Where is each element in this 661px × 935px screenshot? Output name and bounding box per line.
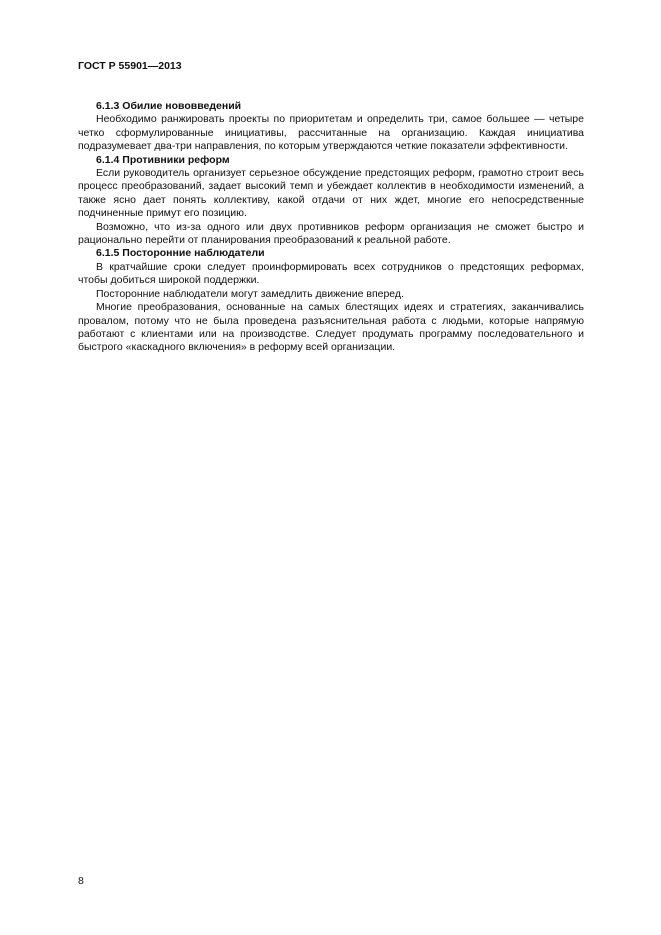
paragraph: Если руководитель организует серьезное обсуждение предстоящих реформ, грамотно строит весь процесс преобразований, задает высокий темп и убеждает коллектив в необходимости изменений, а также ясно дает понять коллективу, какой отдачи от них ждет, многие его непосредственные подчиненные примут его позицию.: [78, 167, 584, 220]
section-heading: 6.1.4 Противники реформ: [96, 153, 230, 166]
section-heading: 6.1.3 Обилие нововведений: [96, 100, 242, 112]
document-body: [78, 100, 584, 355]
paragraph: В кратчайшие сроки следует проинформировать всех сотрудников о предстоящих реформах, чтобы добиться широкой поддержки.: [78, 260, 584, 287]
paragraph: Возможно, что из-за одного или двух противников реформ организация не сможет быстро и рационально перейти от планирования преобразований к реальной работе.: [78, 220, 584, 247]
section-heading: 6.1.5 Посторонние наблюдатели: [96, 247, 265, 260]
page-number: 8: [78, 875, 84, 887]
document-header: ГОСТ Р 55901—2013: [78, 60, 182, 72]
paragraph: Посторонние наблюдатели могут замедлить движение вперед.: [96, 287, 404, 300]
paragraph: Необходимо ранжировать проекты по приоритетам и определить три, самое большее — четыре четко сформулированные инициативы, рассчитанные на организацию. Каждая инициатива подразумевает два-три направления, по которым утверждаются четкие показатели эффективности.: [78, 113, 584, 153]
paragraph: Многие преобразования, основанные на самых блестящих идеях и стратегиях, заканчивались провалом, потому что не была проведена разъяснительная работа с людьми, которые напрямую работают с клиентами или на производстве. Следует продумать программу последовательного и быстрого «каскадного включения» в реформу всей организации.: [78, 301, 584, 354]
